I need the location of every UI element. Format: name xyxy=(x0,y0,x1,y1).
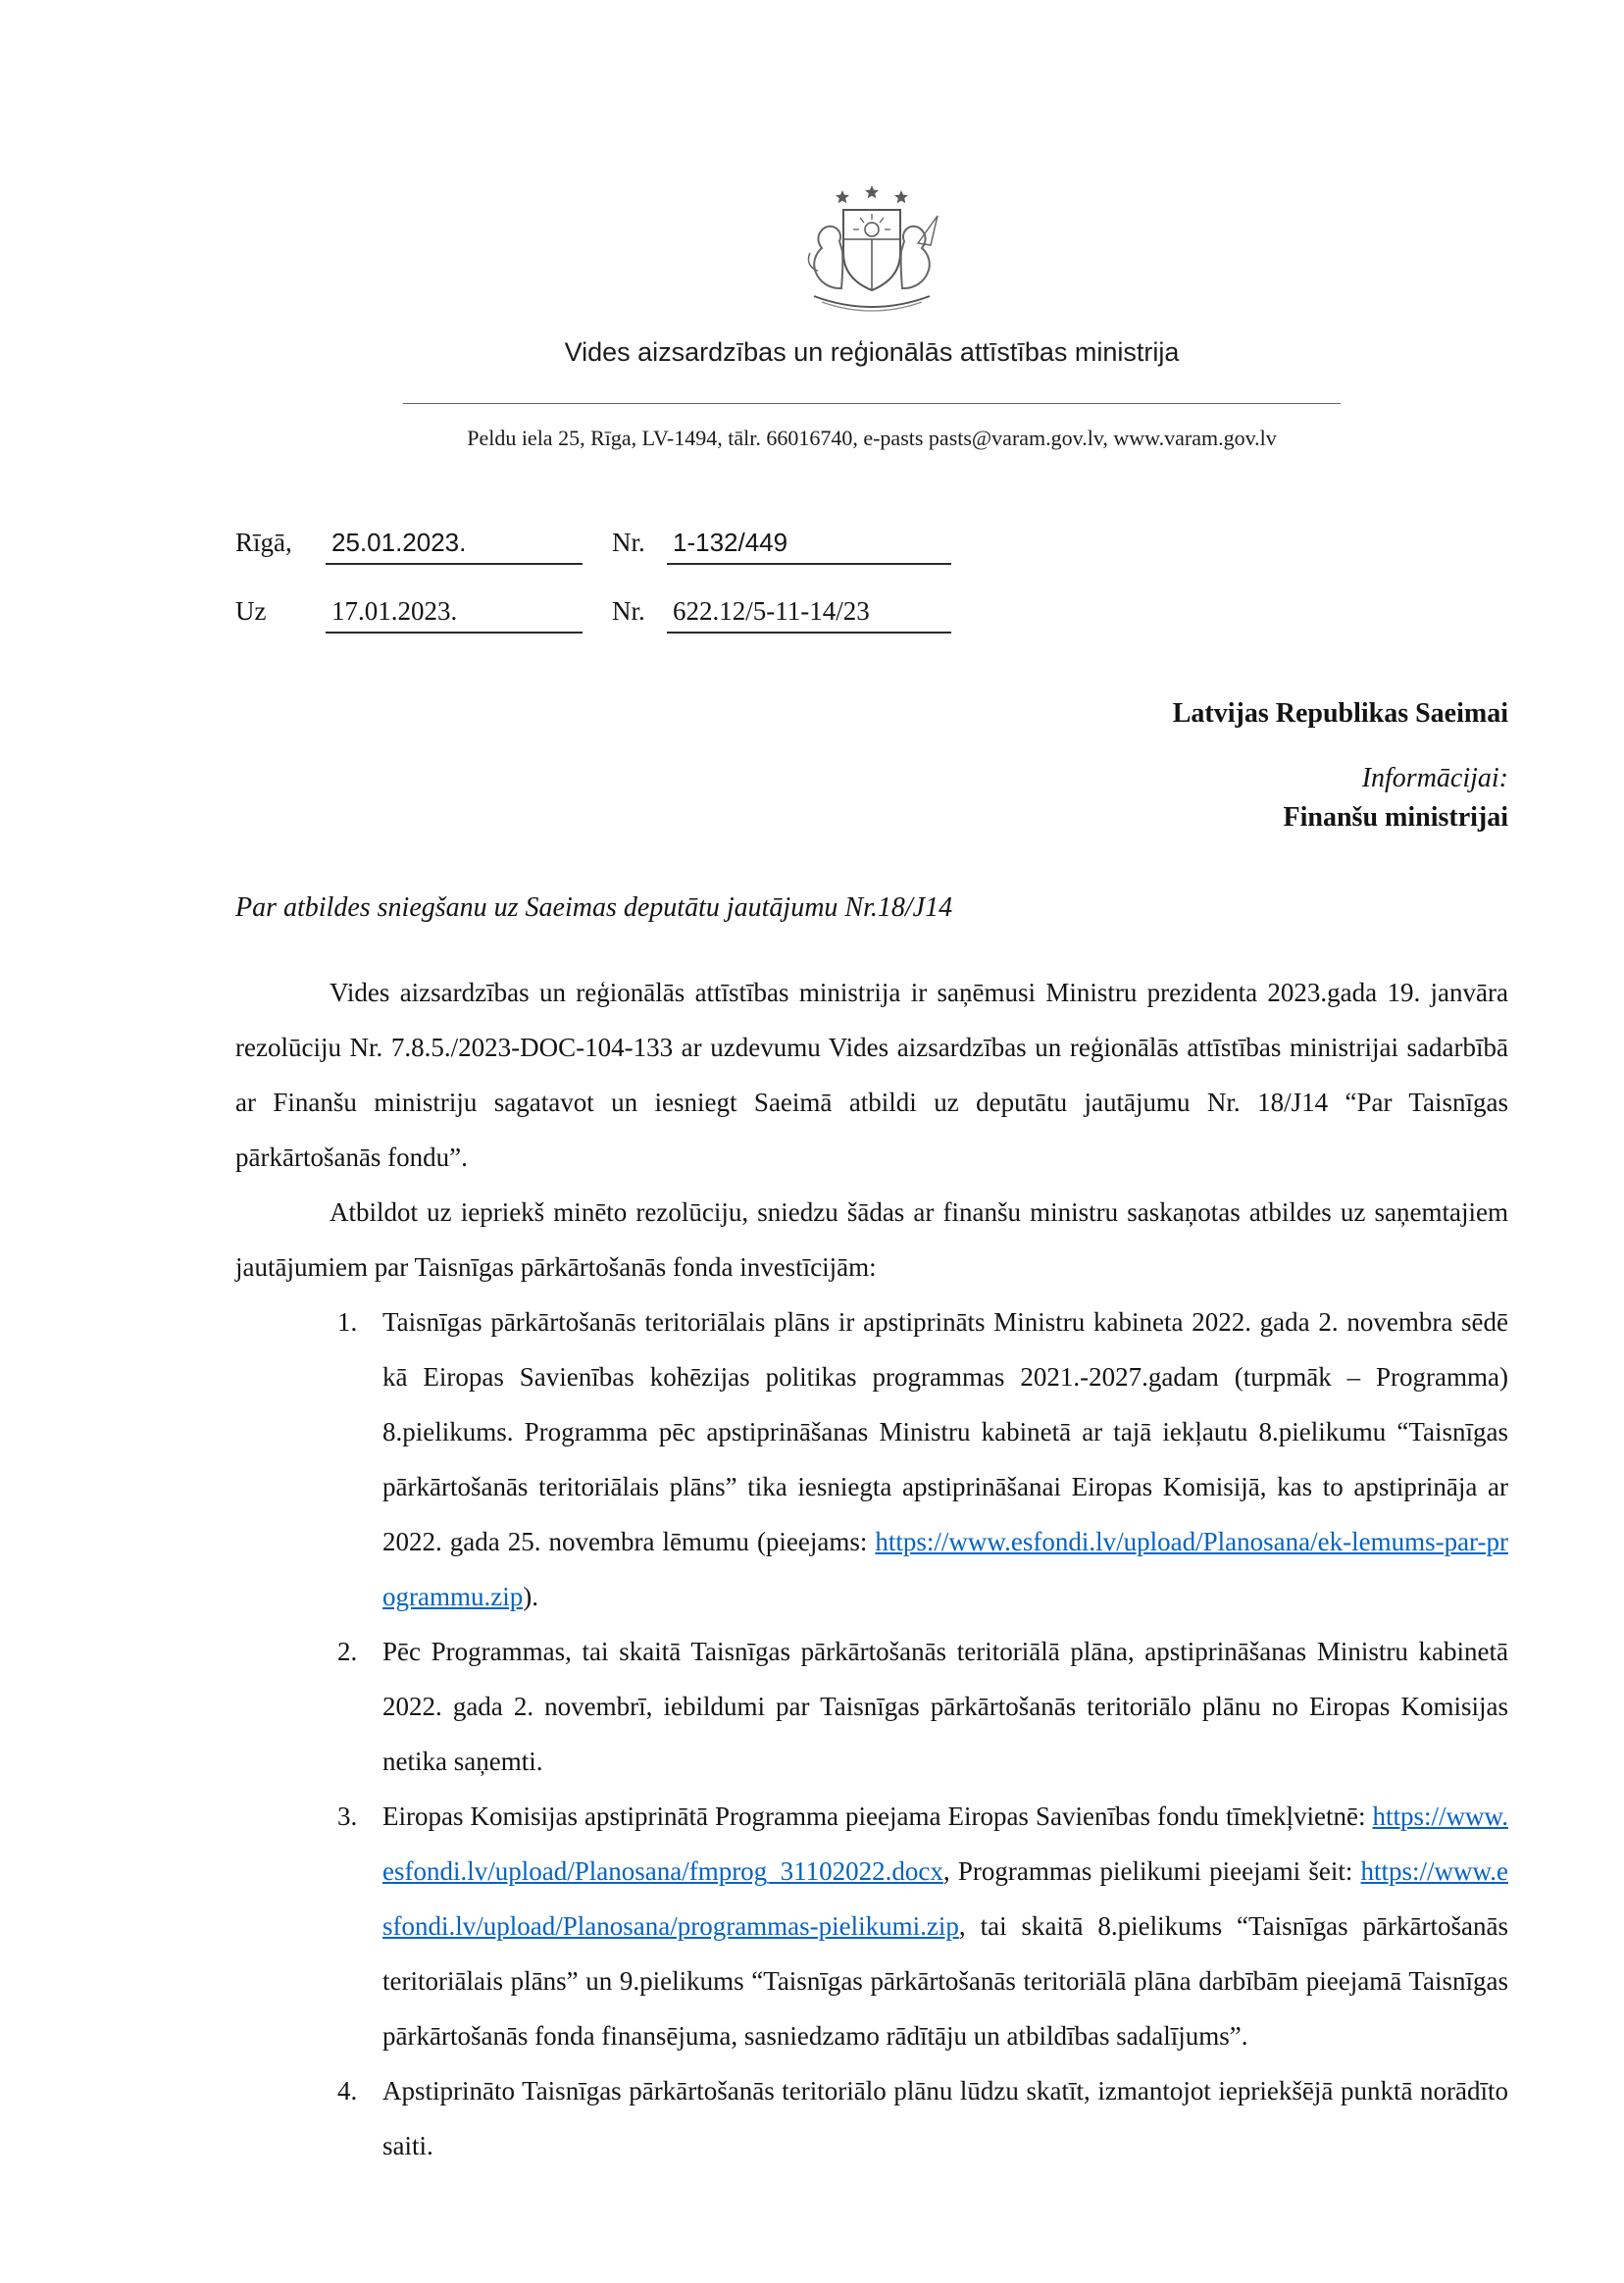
uz-label: Uz xyxy=(235,596,267,626)
list-text: , tai skaitā 8.pielikums “Taisnīgas pārkārtošanās teritoriālais plāns” un 9.pielikums “Taisnīgas pārkārtošanās teritoriālā plāna darbībām pieejamā Taisnīgas pārkārtošanās fonda finansējuma, sasniedzamo rādītāju un atbildības sadalījums”. xyxy=(382,1911,1508,2051)
link-ek-lemums[interactable]: https://www.esfondi.lv/upload/Planosana/ek-lemums-par-programmu.zip xyxy=(382,1527,1508,1611)
incoming-number-field: 622.12/5-11-14/23 xyxy=(667,596,951,634)
list-text: ). xyxy=(523,1582,538,1611)
nr-label: Nr. xyxy=(612,528,645,557)
list-item xyxy=(337,1294,1508,1624)
list-number: 4. xyxy=(337,2076,358,2105)
nr-label: Nr. xyxy=(612,596,645,626)
reference-block xyxy=(235,528,1508,634)
subject-line: Par atbildes sniegšanu uz Saeimas deputātu jautājumu Nr.18/J14 xyxy=(235,892,953,923)
header-divider xyxy=(403,403,1341,404)
list-number: 1. xyxy=(337,1307,358,1337)
paragraph: Vides aizsardzības un reģionālās attīstības ministrija ir saņēmusi Ministru prezidenta 2023.gada 19. janvāra rezolūciju Nr. 7.8.5./2023-DOC-104-133 ar uzdevumu Vides aizsardzības un reģionālās attīstības ministrijai sadarbībā ar Finanšu ministriju sagatavot un iesniegt Saeimā atbildi uz deputātu jautājumu Nr. 18/J14 “Par Taisnīgas pārkārtošanās fondu”. xyxy=(235,978,1508,1172)
list-item xyxy=(337,1789,1508,2063)
list-number: 2. xyxy=(337,1637,358,1666)
list-text: Taisnīgas pārkārtošanās teritoriālais plāns ir apstiprināts Ministru kabineta 2022. gada 2. novembra sēdē kā Eiropas Savienības kohēzijas politikas programmas 2021.-2027.gadam (turpmāk – Programma) 8.pielikums. Programma pēc apstiprināšanas Ministru kabinetā ar tajā iekļautu 8.pielikumu “Taisnīgas pārkārtošanās teritoriālais plāns” tika iesniegta apstiprināšanai Eiropas Komisijā, kas to apstiprināja ar 2022. gada 25. novembra lēmumu (pieejams: xyxy=(382,1307,1508,1556)
ministry-name: Vides aizsardzības un reģionālās attīstības ministrija xyxy=(564,337,1180,367)
contact-line: Peldu iela 25, Rīga, LV-1494, tālr. 66016740, e-pasts pasts@varam.gov.lv, www.varam.gov.lv xyxy=(467,426,1277,450)
list-number: 3. xyxy=(337,1801,358,1831)
letter-date-field: 25.01.2023. xyxy=(326,528,583,565)
letter-number-field: 1-132/449 xyxy=(667,528,951,565)
incoming-date-field: 17.01.2023. xyxy=(326,596,583,634)
link-fmprog[interactable]: https://www.esfondi.lv/upload/Planosana/fmprog_31102022.docx xyxy=(382,1801,1508,1886)
place-label: Rīgā, xyxy=(235,528,292,557)
list-item xyxy=(337,2063,1508,2173)
recipient-block xyxy=(235,694,1508,837)
recipient-name: Latvijas Republikas Saeimai xyxy=(1172,698,1508,729)
link-programmas-pielikumi[interactable]: https://www.esfondi.lv/upload/Planosana/programmas-pielikumi.zip xyxy=(382,1856,1508,1941)
numbered-list xyxy=(337,1294,1508,2173)
reference-row-in xyxy=(235,596,1508,634)
list-item xyxy=(337,1624,1508,1789)
list-text: Eiropas Komisijas apstiprinātā Programma pieejama Eiropas Savienības fondu tīmekļvietnē: xyxy=(382,1801,1373,1831)
reference-row-out xyxy=(235,528,1508,565)
coat-of-arms-icon xyxy=(235,182,1508,322)
letter-body xyxy=(235,965,1508,2173)
info-recipient-name: Finanšu ministrijai xyxy=(1283,802,1508,833)
letterhead xyxy=(235,182,1508,451)
list-text: , Programmas pielikumi pieejami šeit: xyxy=(942,1856,1361,1886)
list-text: Apstiprināto Taisnīgas pārkārtošanās teritoriālo plānu lūdzu skatīt, izmantojot iepriekšējā punktā norādīto saiti. xyxy=(382,2076,1508,2160)
list-text: Pēc Programmas, tai skaitā Taisnīgas pārkārtošanās teritoriālā plāna, apstiprināšanas Ministru kabinetā 2022. gada 2. novembrī, iebildumi par Taisnīgas pārkārtošanās teritoriālo plānu no Eiropas Komisijas netika saņemti. xyxy=(382,1637,1508,1776)
info-label: Informācijai: xyxy=(1361,763,1508,793)
paragraph: Atbildot uz iepriekš minēto rezolūciju, sniedzu šādas ar finanšu ministru saskaņotas atbildes uz saņemtajiem jautājumiem par Taisnīgas pārkārtošanās fonda investīcijām: xyxy=(235,1197,1508,1282)
